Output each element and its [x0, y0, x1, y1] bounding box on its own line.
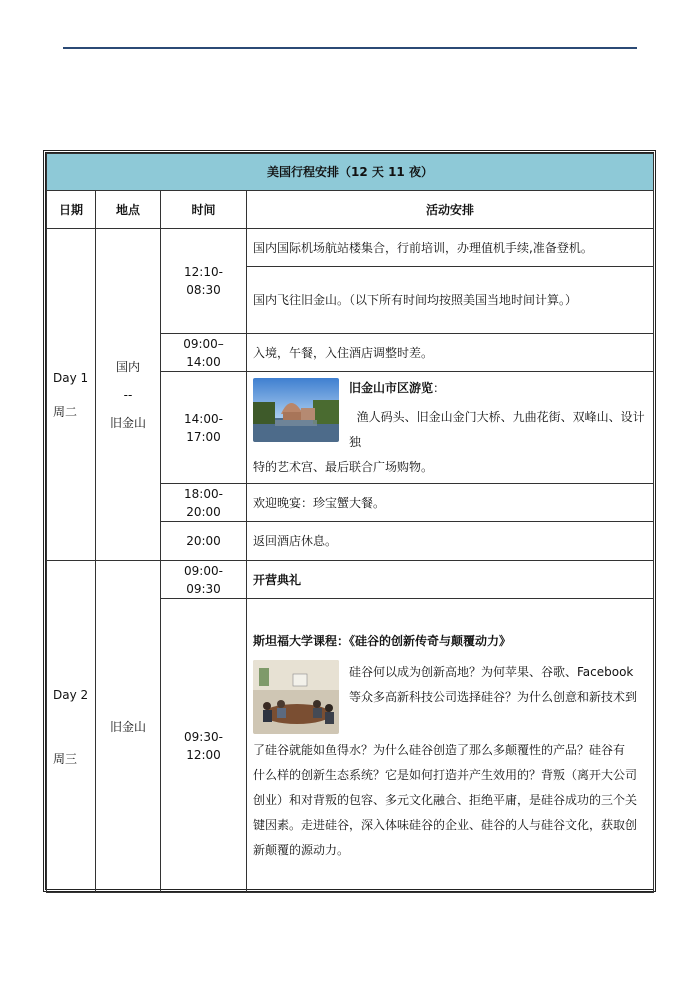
activity-cell-opening: 开营典礼 — [247, 561, 654, 599]
day2-label: Day 2 — [53, 687, 89, 702]
activity-cell-sightseeing — [247, 372, 654, 484]
time-cell: 18:00-20:00 — [161, 484, 247, 522]
location-line: 旧金山 — [109, 415, 146, 430]
palace-of-fine-arts-photo — [253, 378, 339, 442]
day2-weekday: 周三 — [53, 751, 78, 766]
location-line: -- — [123, 387, 133, 402]
table-row — [47, 229, 654, 267]
day1-location — [96, 229, 161, 561]
time-cell: 14:00-17:00 — [161, 372, 247, 484]
time-cell: 09:30-12:00 — [161, 599, 247, 893]
course-line4: 什么样的创新生态系统？它是如何打造并产生效用的？背叛（离开大公司 — [253, 767, 638, 782]
time-cell: 20:00 — [161, 522, 247, 561]
header-location: 地点 — [96, 191, 161, 229]
location-line: 国内 — [115, 359, 140, 374]
activity-cell-course — [247, 599, 654, 893]
activity-cell: 国内国际机场航站楼集合，行前培训，办理值机手续,准备登机。 — [247, 229, 654, 267]
classroom-photo — [253, 660, 339, 734]
course-line2: 等众多高新科技公司选择硅谷？为什么创意和新技术到 — [349, 689, 638, 704]
time-cell: 09:00-09:30 — [161, 561, 247, 599]
palace-photo-graphic — [253, 378, 339, 442]
activity-cell: 入境，午餐，入住酒店调整时差。 — [247, 334, 654, 372]
day1-label: Day 1 — [53, 370, 89, 385]
day1-weekday: 周二 — [53, 404, 78, 419]
day2-cell — [47, 561, 96, 893]
itinerary-table — [46, 153, 654, 893]
classroom-photo-graphic — [253, 660, 339, 734]
header-rule — [63, 47, 637, 49]
header-row — [47, 191, 654, 229]
table-title: 美国行程安排（12 天 11 夜） — [47, 154, 654, 191]
sightseeing-title: 旧金山市区游览 — [349, 380, 434, 395]
activity-cell: 返回酒店休息。 — [247, 522, 654, 561]
header-activity: 活动安排 — [247, 191, 654, 229]
activity-cell: 欢迎晚宴：珍宝蟹大餐。 — [247, 484, 654, 522]
activity-cell: 国内飞往旧金山。（以下所有时间均按照美国当地时间计算。） — [247, 267, 654, 334]
day2-location: 旧金山 — [96, 561, 161, 893]
course-line6: 键因素。走进硅谷，深入体味硅谷的企业、硅谷的人与硅谷文化，获取创 — [253, 817, 638, 832]
course-line7: 新颠覆的源动力。 — [253, 842, 350, 857]
table-title-row — [47, 154, 654, 191]
sightseeing-line1: 渔人码头、旧金山金门大桥、九曲花街、双峰山、设计独 — [349, 409, 645, 449]
course-line3: 了硅谷就能如鱼得水？为什么硅谷创造了那么多颠覆性的产品？硅谷有 — [253, 742, 626, 757]
course-line5: 创业）和对背叛的包容、多元文化融合、拒绝平庸，是硅谷成功的三个关 — [253, 792, 638, 807]
time-cell: 12:10-08:30 — [161, 229, 247, 334]
time-cell: 09:00–14:00 — [161, 334, 247, 372]
day1-cell — [47, 229, 96, 561]
table-row — [47, 561, 654, 599]
header-date: 日期 — [47, 191, 96, 229]
header-time: 时间 — [161, 191, 247, 229]
sightseeing-line2: 特的艺术宫、最后联合广场购物。 — [253, 459, 434, 474]
course-line1: 硅谷何以成为创新高地？为何苹果、谷歌、Facebook — [349, 664, 634, 679]
sightseeing-colon: ： — [433, 380, 446, 395]
course-title: 斯坦福大学课程：《硅谷的创新传奇与颠覆动力》 — [253, 633, 512, 648]
